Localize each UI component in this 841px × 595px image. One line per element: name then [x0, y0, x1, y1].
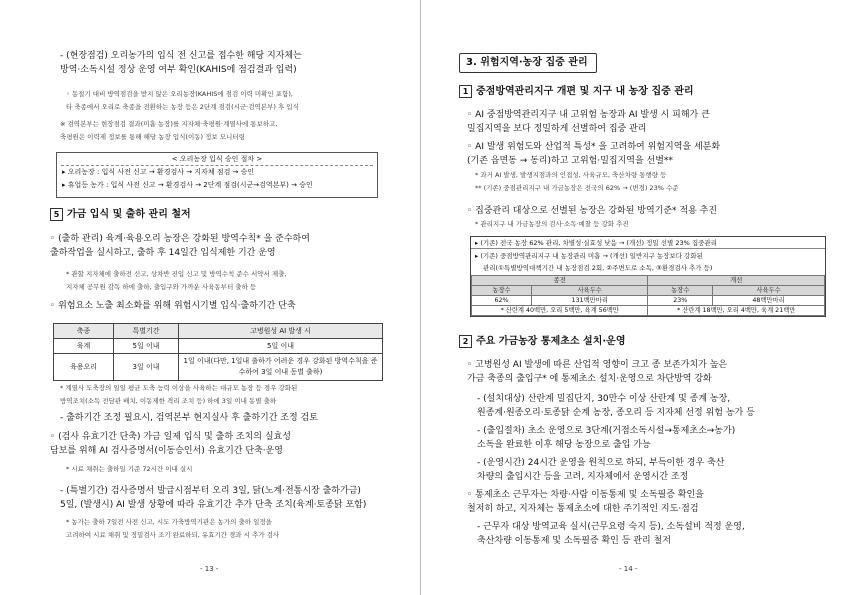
validity-shorten-paragraph	[50, 430, 291, 458]
table-note: * 산란계 18백만, 오리 4백만, 육계 21백만	[648, 306, 825, 316]
table-header: 농장수	[648, 286, 713, 296]
text-line: 철저히 하고, 지자체는 통제초소에 대한 주기적인 지도·점검	[467, 504, 699, 514]
table-row	[54, 354, 383, 381]
inspection-result-note	[60, 118, 277, 144]
text-line: ◦ AI 중점방역관리지구 내 고위험 농장과 AI 발생 시 피해가 큰	[467, 110, 710, 120]
text-line: 방역·소독시설 정상 운영 여부 확인(KAHIS에 점검결과 입력)	[60, 65, 297, 75]
text-line: ◦ (출하 관리) 육계·육용오리 농장은 강화된 방역수칙* 을 준수하여	[50, 234, 310, 244]
text-line: 출하작업을 실시하고, 출하 후 14일간 입식제한 기간 운영	[50, 248, 276, 258]
text-line: * 계열사 도축장의 일일 평균 도축 능력 이상을 사육하는 대규모 농장 등 경우 강화된	[60, 384, 298, 392]
section-3-heading: 3. 위험지역·농장 집중 관리	[466, 57, 588, 68]
approval-row-suspended: ▸ 휴업등 농가 : 입식 사전 신고 → 환경검사 → 2단계 점검(시군→검역본부) → 승인	[62, 181, 313, 189]
section-3-box	[459, 53, 597, 73]
operating-hours-paragraph	[477, 456, 724, 484]
focus-zone-paragraph	[467, 108, 710, 136]
checkpoint-paragraph	[467, 358, 727, 386]
text-line: ◦ 고병원성 AI 발생에 따른 산업적 영향이 크고 종 보존가치가 높은	[467, 360, 728, 370]
risk-criteria-note	[475, 169, 679, 195]
text-line: ◦ (검사 유효기간 단축) 가금 일제 입식 및 출하 조치의 실효성	[50, 432, 291, 442]
staff-training-paragraph	[477, 520, 745, 548]
section-number: 1	[459, 85, 472, 98]
text-line: * 농가는 출하 7일전 사전 신고, 시도 가축방역기관은 농가의 출하 일정을	[66, 518, 272, 526]
enhanced-standard-paragraph	[467, 204, 717, 218]
table-cell: 131백만마리	[531, 296, 648, 306]
text-line: - (운영시간) 24시간 운영을 원칙으로 하되, 부득이한 경우 축산	[477, 458, 725, 468]
table-cell: 48백만마리	[713, 296, 825, 306]
table-header: 종전	[472, 276, 648, 286]
shipping-rule-note	[66, 268, 287, 294]
table-note: * 산란계 40백만, 오리 5백만, 육계 56백만	[472, 306, 648, 316]
table-row	[472, 306, 825, 316]
text-line: 밀집지역을 보다 정밀하게 선별하여 집중 관리	[467, 124, 647, 134]
approval-procedure-box	[56, 152, 378, 198]
text-line: - (출입절차) 초소 운영으로 3단계(거점소독시설→통제초소→농가)	[477, 426, 736, 436]
table-header: 농장수	[472, 286, 532, 296]
table-header: 개선	[648, 276, 825, 286]
page-number: - 14 -	[619, 565, 638, 573]
text-line: 타 축종에서 오리로 축종을 전환하는 농장 등은 2단계 점검(시군·검역본부) 후 입식	[66, 103, 299, 111]
install-target-paragraph	[477, 392, 755, 420]
table-header: 특별기간	[114, 324, 179, 339]
pre-report-note	[66, 516, 279, 542]
text-line: * 관할 지자체에 출하전 신고, 상차반 진입 신고 및 방역수칙 준수 서약서 제출,	[66, 270, 287, 278]
table-header: 사육두수	[713, 286, 825, 296]
table-cell: 62%	[472, 296, 532, 306]
text-line: ※ 검역본부는 현장점검 결과(미흡 농장)를 지자체·축평원·계열사에 통보하고,	[60, 120, 278, 128]
text-line: ▸ (기존) 중점방역관리지구 내 농장관리 미흡 → (개선) 일반지구 농장보다 강화된	[475, 252, 703, 260]
table-row	[54, 339, 383, 354]
text-line: 고려하여 시료 채취 및 정밀검사 조기 완료하되, 유효기간 경과 시 추가 검사	[66, 531, 280, 539]
text-line: 소독을 완료한 이후 해당 농장으로 출입 가능	[477, 440, 651, 450]
special-period-paragraph	[60, 484, 366, 512]
text-line: ◦ 통제초소 근무자는 차량·사람 이동통제 및 소독필증 확인을	[467, 490, 704, 500]
text-line: - 출하기간 조정 필요시, 검역본부 현지실사 후 출하기간 조정 검토	[60, 413, 318, 423]
text-line: * 과거 AI 발생, 발생지점과의 인접성, 사육규모, 축산차량 통행량 등	[475, 171, 667, 179]
table-row	[472, 296, 825, 306]
entry-procedure-paragraph	[477, 424, 735, 452]
risk-segmentation-paragraph	[467, 140, 720, 168]
table-cell: 육계	[54, 339, 114, 354]
farm-count-table	[471, 275, 825, 316]
section-5-heading	[50, 208, 191, 222]
text-line: ◦ AI 발생 위험도와 산업적 특성* 을 고려하여 위험지역을 세분화	[467, 142, 721, 152]
comparison-box	[470, 236, 826, 317]
page-13	[0, 0, 420, 595]
text-line: 지자체 공무원 감독 하에 출하, 출입구와 가까운 사육동부터 출하 등	[66, 283, 257, 291]
section-title: 주요 가금농장 통제초소 설치·운영	[476, 336, 626, 347]
text-line: 가금 축종의 출입구* 에 통제초소 설치·운영으로 차단방역 강화	[467, 374, 712, 384]
table-cell: 1일 이내(다만, 1일내 출하가 어려운 경우 강화된 방역수칙을 준수하여 3일 이내 동별 출하)	[179, 354, 383, 381]
checkpoint-staff-paragraph	[467, 488, 704, 516]
text-line: 차량의 출입시간 등을 고려, 지자체에서 운영시간 조정	[477, 472, 689, 482]
table-cell: 5일 이내	[114, 339, 179, 354]
text-line: - (현장점검) 오리농가의 입식 전 신고를 접수한 해당 지자체는	[60, 51, 302, 61]
enhanced-standard-note	[475, 218, 629, 231]
sampling-note	[66, 463, 192, 476]
table-cell: 23%	[648, 296, 713, 306]
table-cell: 3일 이내	[114, 354, 179, 381]
text-line: 원종계·원종오리·토종닭 순계 농장, 종오리 등 지자체 선정 위험 농가 등	[477, 408, 755, 418]
section-title: 가금 입식 및 출하 관리 철저	[67, 209, 191, 220]
text-line: * 관리지구 내 가금농장의 검사·소독·예찰 등 강화 추진	[475, 220, 629, 228]
period-adjust-paragraph	[60, 411, 318, 425]
shipping-management-paragraph	[50, 232, 310, 260]
large-farm-note	[60, 382, 297, 408]
table-header: 축종	[54, 324, 114, 339]
text-line: 관리(①특별방역대책기간 내 농장점검 2회, ②주변도로 소독, ③환경검사 추가 등)	[483, 264, 713, 272]
section-number: 2	[459, 335, 472, 348]
subsection-2-heading	[459, 335, 625, 349]
text-line: * 시료 채취는 출하일 기준 72시간 이내 실시	[66, 465, 193, 473]
text-line: ** (기존) 중점관리지구 내 가금농장은 전국의 62% → (변경) 23% 수준	[475, 184, 679, 192]
text-line: - (설치대상) 산란계 밀집단지, 30만수 이상 산란계 및 종계 농장,	[477, 394, 731, 404]
shipping-period-table	[53, 323, 383, 381]
approval-title: < 오리농장 입식 승인 절차 >	[61, 153, 373, 166]
field-check-paragraph	[60, 49, 302, 77]
text-line: 축평원은 이력제 정보를 통해 해당 농장 입식(이동) 정보 모니터링	[60, 133, 245, 141]
text-line: 방역조치(소독 전담관 배치, 이동제한 격리 조치 등) 하에 3일 이내 동별 출하	[60, 397, 277, 405]
text-line: ◦ 동절기 대비 방역점검을 받지 않은 오리농장(KAHIS에 점검 이력 미확인 포함),	[66, 90, 293, 98]
table-cell: 5일 이내	[179, 339, 383, 354]
text-line: 축산차량 이동통제 및 소독필증 확인 등 관리 철저	[477, 536, 671, 546]
table-header: 고병원성 AI 발생 시	[179, 324, 383, 339]
text-line: ◦ 집중관리 대상으로 선별된 농장은 강화된 방역기준* 적용 추진	[467, 206, 718, 216]
text-line: (기존 읍면동 → 동리)하고 고위험·밀집지역을 선별**	[467, 156, 673, 166]
section-title: 중점방역관리지구 개편 및 지구 내 농장 집중 관리	[476, 86, 694, 97]
approval-row-duck: ▸ 오리농장 : 입식 사전 신고 → 환경검사 → 지자체 점검 → 승인	[62, 168, 255, 176]
table-header: 사육두수	[531, 286, 648, 296]
table-cell: 육용오리	[54, 354, 114, 381]
text-line: ◦ 위험요소 노출 최소화를 위해 위험시기별 입식·출하기간 단축	[50, 301, 296, 311]
section-number: 5	[50, 208, 63, 221]
page-14	[421, 0, 841, 595]
page-number: - 13 -	[200, 565, 219, 573]
text-line: - 근무자 대상 방역교육 실시(근무요령 숙지 등), 소독설비 적정 운영,	[477, 522, 745, 532]
comparison-row: ▸ (기존) 전국 농장 62% 관리, 차별성·실효성 낮음 → (개선) 정밀 선별 23% 집중관리	[471, 237, 825, 249]
subsection-1-heading	[459, 85, 694, 99]
text-line: 담보를 위해 AI 검사증명서(이동승인서) 유효기간 단축·운영	[50, 446, 283, 456]
text-line: 5일, (발생시) AI 발생 상황에 따라 유효기간 추가 단축 조치(육계·토종닭 포함)	[60, 500, 367, 510]
risk-minimize-paragraph	[50, 299, 296, 313]
comparison-row	[471, 249, 825, 275]
winter-check-note	[66, 88, 299, 114]
text-line: - (특별기간) 검사증명서 발급시점부터 오리 3일, 닭(노계·전통시장 출하가금)	[60, 486, 361, 496]
